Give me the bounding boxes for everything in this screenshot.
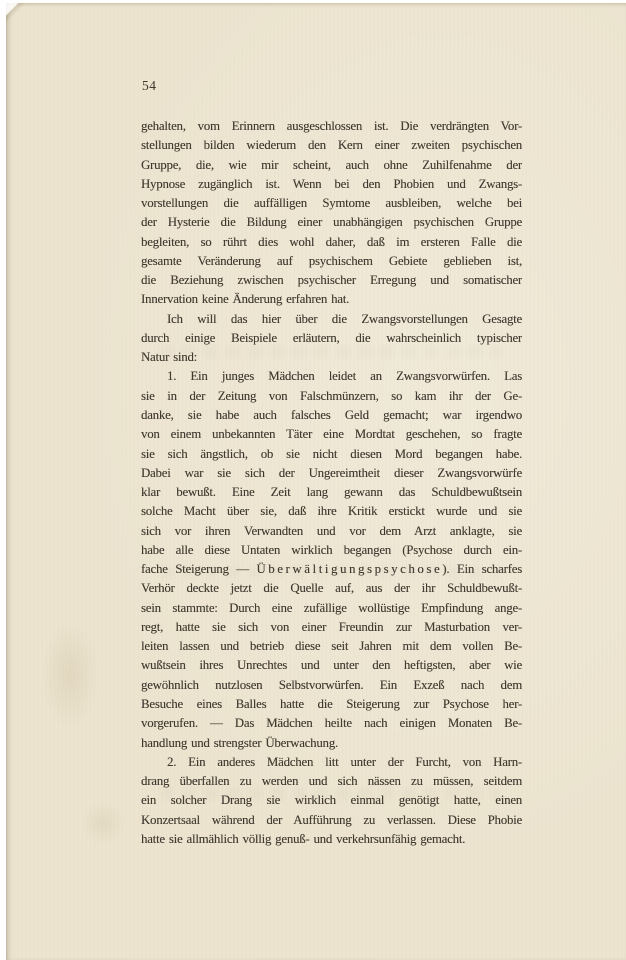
text-line: durch einige Beispiele erläutern, die wahrscheinlich typischer bbox=[141, 330, 522, 345]
text-line: Ich will das hier über die Zwangsvorstellungen Gesagte bbox=[167, 311, 522, 326]
text-line: klar bewußt. Eine Zeit lang gewann das Schuldbewußtsein bbox=[141, 485, 522, 500]
page-number: 54 bbox=[142, 78, 157, 93]
text-line: handlung und strengster Überwachung. bbox=[141, 735, 338, 750]
text-line: 2. Ein anderes Mädchen litt unter der Furcht, von Harn- bbox=[167, 754, 522, 769]
text-run: fache Steigerung — bbox=[141, 562, 257, 577]
text-line: wußtsein ihres Unrechtes und unter den heftigsten, aber wie bbox=[141, 658, 522, 673]
text-line: sich vor ihren Verwandten und vor dem Arzt anklagte, sie bbox=[141, 523, 522, 538]
text-line: 1. Ein junges Mädchen leidet an Zwangsvorwürfen. Las bbox=[167, 369, 522, 384]
text-line: hatte sie allmählich völlig genuß- und verkehrsunfähig gemacht. bbox=[141, 831, 466, 846]
text-line: von einem unbekannten Täter eine Mordtat geschehen, so fragte bbox=[141, 427, 522, 442]
text-line: danke, sie habe auch falsches Geld gemacht; war irgendwo bbox=[141, 407, 522, 422]
text-line bbox=[141, 560, 522, 579]
page-corner-shadow bbox=[6, 3, 32, 29]
text-line: Innervation keine Änderung erfahren hat. bbox=[141, 292, 350, 307]
text-line: sie sich ängstlich, ob sie nicht diesen Mord begangen habe. bbox=[141, 446, 522, 461]
text-line: die Beziehung zwischen psychischer Erregung und somatischer bbox=[141, 273, 522, 288]
text-line: solche Macht über sie, daß ihre Kritik erstickt wurde und sie bbox=[141, 504, 522, 519]
text-line: Verhör deckte jetzt die Quelle auf, aus der ihr Schuldbewußt- bbox=[141, 581, 522, 596]
text-line: begleiten, so rührt dies wohl daher, daß im ersteren Falle die bbox=[141, 234, 522, 249]
emphasized-term: Überwältigungspsychose bbox=[256, 562, 443, 577]
text-line: Konzertsaal während der Aufführung zu verlassen. Diese Phobie bbox=[141, 812, 522, 827]
text-line: der Hysterie die Bildung einer unabhängigen psychischen Gruppe bbox=[141, 215, 522, 230]
text-line: vorstellungen die auffälligen Symtome ausbleiben, welche bei bbox=[141, 196, 522, 211]
text-line: Natur sind: bbox=[141, 350, 198, 365]
text-line: regt, hatte sie sich von einer Freundin zur Masturbation ver- bbox=[141, 619, 522, 634]
text-line: sein stammte: Durch eine zufällige wollüstige Empfindung ange- bbox=[141, 600, 522, 615]
text-line: Dabei war sie sich der Ungereimtheit dieser Zwangsvorwürfe bbox=[141, 465, 522, 480]
text-line: sie in der Zeitung von Falschmünzern, so kam ihr der Ge- bbox=[141, 388, 522, 403]
text-line: Hypnose zugänglich ist. Wenn bei den Phobien und Zwangs- bbox=[141, 176, 522, 191]
text-line: Gruppe, die, wie mir scheint, auch ohne Zuhilfenahme der bbox=[141, 157, 522, 172]
text-line: gewöhnlich nutzlosen Selbstvorwürfen. Ein Exzeß nach dem bbox=[141, 677, 522, 692]
text-line: Besuche eines Balles hatte die Steigerung zur Psychose her- bbox=[141, 696, 522, 711]
text-run: ). Ein scharfes bbox=[442, 562, 522, 577]
text-line: habe alle diese Untaten wirklich begangen (Psychose durch ein- bbox=[141, 542, 522, 557]
text-line: vorgerufen. — Das Mädchen heilte nach einigen Monaten Be- bbox=[141, 716, 522, 731]
text-line: stellungen bilden wiederum den Kern einer zweiten psychischen bbox=[141, 138, 522, 153]
text-line: leiten lassen und betrieb diese seit Jahren mit dem vollen Be- bbox=[141, 639, 522, 654]
text-line: ein solcher Drang sie wirklich einmal genötigt hatte, einen bbox=[141, 793, 522, 808]
text-line: gesamte Veränderung auf psychischem Gebiete geblieben ist, bbox=[141, 253, 522, 268]
body-text bbox=[141, 117, 522, 849]
text-line: gehalten, vom Erinnern ausgeschlossen ist. Die verdrängten Vor- bbox=[141, 119, 522, 133]
text-line: drang überfallen zu werden und sich nässen zu müssen, seitdem bbox=[141, 774, 522, 789]
